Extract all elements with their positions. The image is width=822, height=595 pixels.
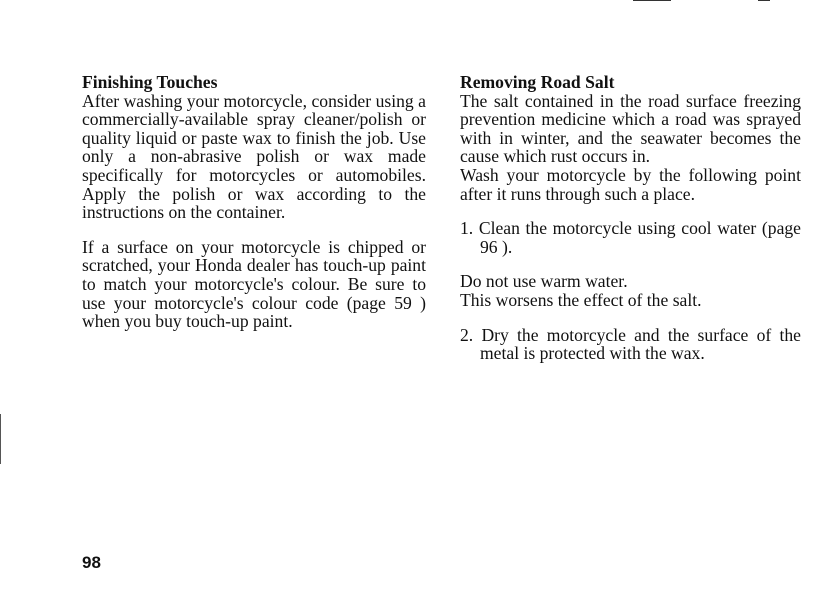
paragraph-spacer	[82, 222, 426, 238]
margin-rule	[0, 414, 1, 464]
step-clean: 1. Clean the motorcycle using cool water (page 96 ).	[460, 218, 801, 257]
road-salt-paragraph: The salt contained in the road surface freezing prevention medicine which a road was sprayed with in winter, and the seawater becomes the cause which rust occurs in.	[460, 90, 801, 167]
paragraph-spacer	[460, 203, 801, 219]
warm-water-note: Do not use warm water.	[460, 271, 628, 292]
left-column	[82, 73, 426, 331]
finishing-touches-paragraph: After washing your motorcycle, consider using a commercially-available spray cleaner/polish or quality liquid or paste wax to finish the job. Use only a non-abrasive polish or wax made specifically for motorcycles or automobiles. Apply the polish or wax according to the instructions on the container.	[82, 90, 426, 223]
removing-road-salt-heading: Removing Road Salt	[460, 72, 615, 92]
page-number: 98	[82, 553, 101, 572]
wash-instruction-paragraph: Wash your motorcycle by the following point after it runs through such a place.	[460, 164, 801, 204]
touch-up-paint-paragraph: If a surface on your motorcycle is chipped or scratched, your Honda dealer has touch-up paint to match your motorcycle's colour. Be sure to use your motorcycle's colour code (page 59 ) when you buy touch-up paint.	[82, 236, 426, 332]
right-column	[460, 73, 801, 363]
step-dry: 2. Dry the motorcycle and the surface of the metal is protected with the wax.	[460, 324, 801, 364]
paragraph-spacer	[460, 310, 801, 326]
paragraph-spacer	[460, 256, 801, 272]
top-edge-mark	[633, 0, 671, 1]
finishing-touches-heading: Finishing Touches	[82, 72, 218, 92]
salt-effect-note: This worsens the effect of the salt.	[460, 289, 702, 310]
top-edge-mark	[758, 0, 770, 1]
